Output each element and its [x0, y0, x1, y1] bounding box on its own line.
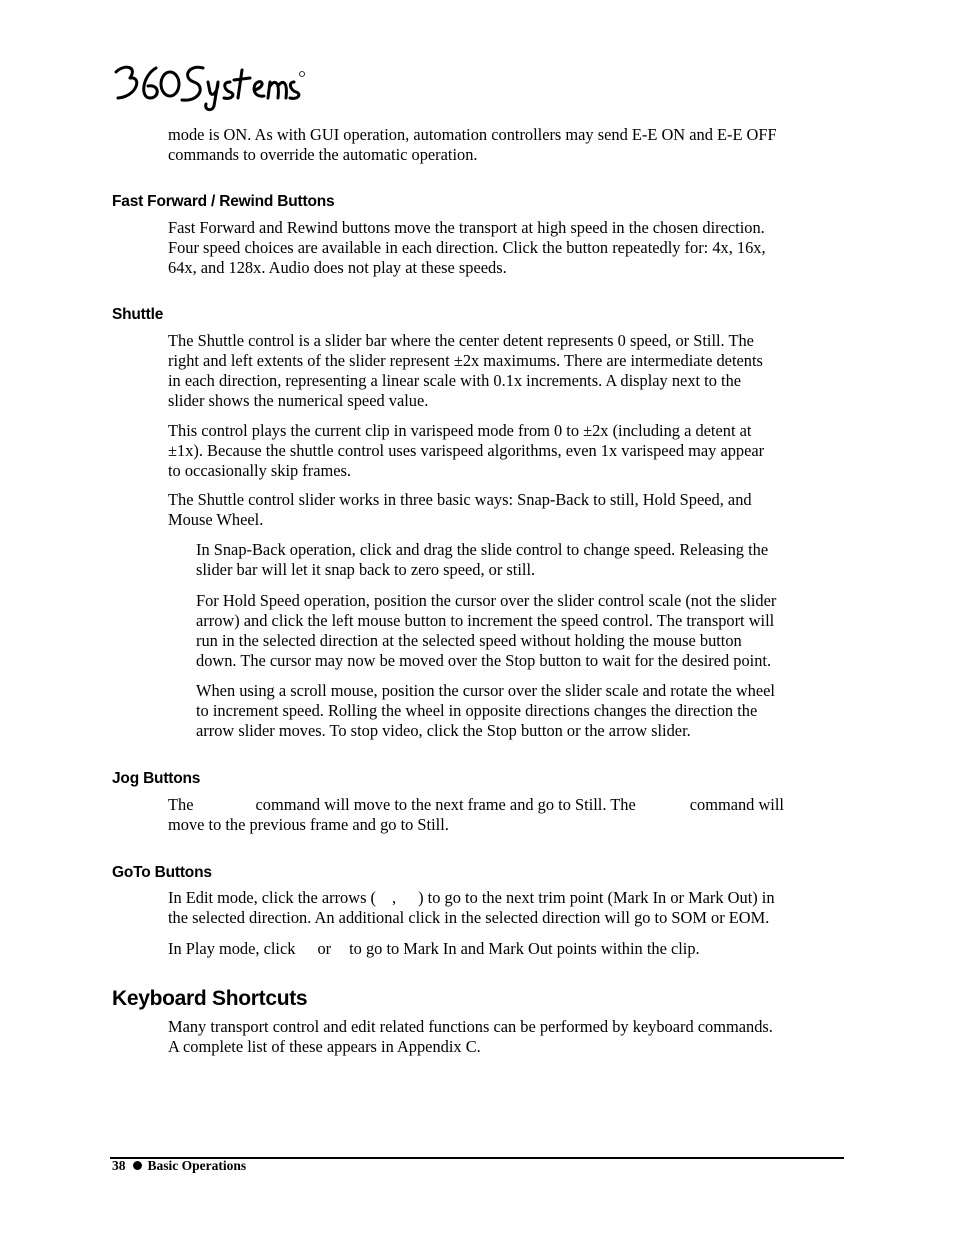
page-footer	[112, 1158, 246, 1174]
goto-paragraph-2	[168, 939, 858, 959]
text-fragment: to go to Mark In and Mark Out points within the clip.	[349, 939, 700, 958]
text-line: ±1x). Because the shuttle control uses varispeed algorithms, even 1x varispeed may appear	[168, 441, 765, 460]
text-fragment: command will move to the next frame and go to Still. The	[255, 795, 636, 814]
text-line: Mouse Wheel.	[168, 510, 264, 529]
intro-paragraph	[168, 125, 858, 165]
text-line: arrow slider moves. To stop video, click the Stop button or the arrow slider.	[196, 721, 691, 740]
text-line: the selected direction. An additional click in the selected direction will go to SOM or EOM.	[168, 908, 770, 927]
heading-goto-buttons: GoTo Buttons	[112, 864, 212, 881]
text-line: commands to override the automatic operation.	[168, 145, 478, 164]
text-fragment: In Play mode, click	[168, 939, 296, 958]
text-line: down. The cursor may now be moved over the Stop button to wait for the desired point.	[196, 651, 772, 670]
text-line: A complete list of these appears in Appendix C.	[168, 1037, 481, 1056]
text-fragment: or	[317, 939, 332, 958]
text-fragment: The	[168, 795, 194, 814]
text-line: Fast Forward and Rewind buttons move the transport at high speed in the chosen direction.	[168, 218, 765, 237]
keyboard-paragraph	[168, 1017, 858, 1057]
company-logo	[108, 58, 308, 114]
text-fragment: ,	[392, 888, 397, 907]
text-fragment: command will	[689, 795, 784, 814]
shuttle-paragraph-1	[168, 331, 858, 411]
text-line: arrow) and click the left mouse button to increment the speed control. The transport will	[196, 611, 775, 630]
shuttle-paragraph-2	[168, 421, 858, 481]
heading-fast-forward: Fast Forward / Rewind Buttons	[112, 193, 335, 210]
bullet-icon	[133, 1161, 142, 1170]
text-line: slider shows the numerical speed value.	[168, 391, 429, 410]
text-fragment: In Edit mode, click the arrows (	[168, 888, 377, 907]
shuttle-paragraph-3	[168, 490, 858, 530]
text-line: mode is ON. As with GUI operation, automation controllers may send E-E ON and E-E OFF	[168, 125, 777, 144]
text-line: The Shuttle control is a slider bar where the center detent represents 0 speed, or Still. The	[168, 331, 754, 350]
text-line: In Snap-Back operation, click and drag the slide control to change speed. Releasing the	[196, 540, 769, 559]
text-line: Four speed choices are available in each direction. Click the button repeatedly for: 4x, 16x,	[168, 238, 766, 257]
text-line: The Shuttle control slider works in three basic ways: Snap-Back to still, Hold Speed, and	[168, 490, 752, 509]
snap-back-paragraph	[196, 540, 856, 580]
section-title: Basic Operations	[147, 1158, 247, 1173]
heading-keyboard-shortcuts: Keyboard Shortcuts	[112, 987, 308, 1010]
text-line: run in the selected direction at the selected speed without holding the mouse button	[196, 631, 742, 650]
text-line: Many transport control and edit related functions can be performed by keyboard commands.	[168, 1017, 773, 1036]
text-line: For Hold Speed operation, position the cursor over the slider control scale (not the slider	[196, 591, 777, 610]
fast-forward-paragraph	[168, 218, 858, 278]
text-line: When using a scroll mouse, position the cursor over the slider scale and rotate the wheel	[196, 681, 775, 700]
text-line: right and left extents of the slider represent ±2x maximums. There are intermediate detents	[168, 351, 763, 370]
text-line: to occasionally skip frames.	[168, 461, 351, 480]
hold-speed-paragraph	[196, 591, 856, 671]
text-line: slider bar will let it snap back to zero speed, or still.	[196, 560, 536, 579]
mouse-wheel-paragraph	[196, 681, 856, 741]
heading-jog-buttons: Jog Buttons	[112, 770, 201, 787]
text-line: 64x, and 128x. Audio does not play at these speeds.	[168, 258, 507, 277]
360-systems-logo-icon	[108, 58, 308, 114]
jog-paragraph	[168, 795, 858, 835]
text-fragment: ) to go to the next trim point (Mark In or Mark Out) in	[418, 888, 775, 907]
text-line: in each direction, representing a linear scale with 0.1x increments. A display next to the	[168, 371, 742, 390]
goto-paragraph-1	[168, 888, 858, 928]
text-line: to increment speed. Rolling the wheel in opposite directions changes the direction the	[196, 701, 758, 720]
text-line: move to the previous frame and go to Still.	[168, 815, 449, 834]
heading-shuttle: Shuttle	[112, 306, 164, 323]
page-number: 38	[112, 1158, 126, 1173]
text-line: This control plays the current clip in varispeed mode from 0 to ±2x (including a detent at	[168, 421, 752, 440]
